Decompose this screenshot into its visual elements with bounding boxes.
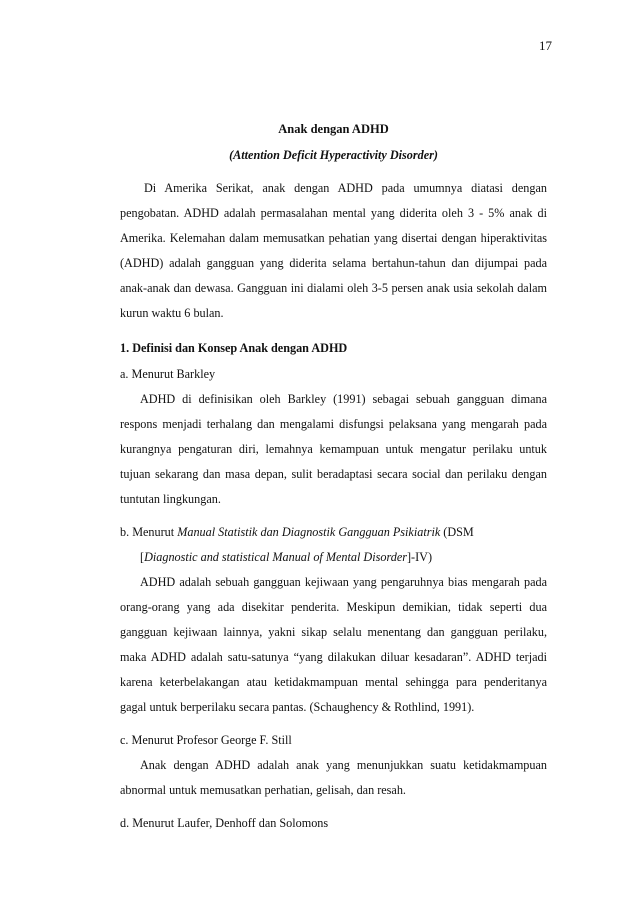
- item-c-paragraph: Anak dengan ADHD adalah anak yang menunjukkan suatu ketidakmampuan abnormal untuk memusatkan perhatian, gelisah, dan resah.: [120, 758, 547, 797]
- section-heading-definisi: 1. Definisi dan Konsep Anak dengan ADHD: [120, 341, 348, 355]
- item-b-suffix: (DSM: [440, 525, 474, 539]
- item-c-heading: c. Menurut Profesor George F. Still: [120, 733, 292, 747]
- item-b-heading: [120, 520, 547, 545]
- page-number: 17: [539, 38, 552, 53]
- item-b-bracket-open: [: [140, 550, 145, 564]
- intro-paragraph: Di Amerika Serikat, anak dengan ADHD pada umumnya diatasi dengan pengobatan. ADHD adalah permasalahan mental yang diderita oleh 3 - 5% anak di Amerika. Kelemahan dalam memusatkan pehatian yang disertai dengan hiperaktivitas (ADHD) adalah gangguan yang diderita selama bertahun-tahun dan dijumpai pada anak-anak dan dewasa. Gangguan ini dialami oleh 3-5 persen anak usia sekolah dalam kurun waktu 6 bulan.: [120, 181, 547, 320]
- item-b-heading-line2: [120, 545, 547, 570]
- item-b-prefix: b. Menurut: [120, 525, 178, 539]
- item-b-english-title: Diagnostic and statistical Manual of Mental Disorder: [144, 550, 407, 564]
- item-b-bracket-close: ]-IV): [407, 550, 433, 564]
- document-subtitle: (Attention Deficit Hyperactivity Disorder): [229, 148, 438, 162]
- item-d-heading: d. Menurut Laufer, Denhoff dan Solomons: [120, 816, 329, 830]
- item-b-paragraph: ADHD adalah sebuah gangguan kejiwaan yang pengaruhnya bias mengarah pada orang-orang yang ada disekitar penderita. Meskipun demikian, tidak seperti dua gangguan kejiwaan lainnya, yakni sikap selalu menentang dan gangguan perilaku, maka ADHD adalah satu-satunya “yang dilakukan diluar kesadaran”. ADHD terjadi karena keterbelakangan atau ketidakmampuan mental sehingga para penderitanya gagal untuk berperilaku secara pantas. (Schaughency & Rothlind, 1991).: [120, 575, 547, 714]
- document-title: Anak dengan ADHD: [278, 122, 389, 136]
- item-a-paragraph: ADHD di definisikan oleh Barkley (1991) sebagai sebuah gangguan dimana respons menjadi terhalang dan mengalami disfungsi pelaksana yang mengarah pada kurangnya pengaturan diri, lemahnya kemampuan untuk mengatur perilaku untuk tujuan sekarang dan masa depan, sulit beradaptasi secara social dan perilaku dengan tuntutan lingkungan.: [120, 392, 547, 506]
- item-b-manual-title: Manual Statistik dan Diagnostik Gangguan Psikiatrik: [177, 525, 441, 539]
- document-body: [120, 120, 547, 836]
- item-a-heading: a. Menurut Barkley: [120, 367, 216, 381]
